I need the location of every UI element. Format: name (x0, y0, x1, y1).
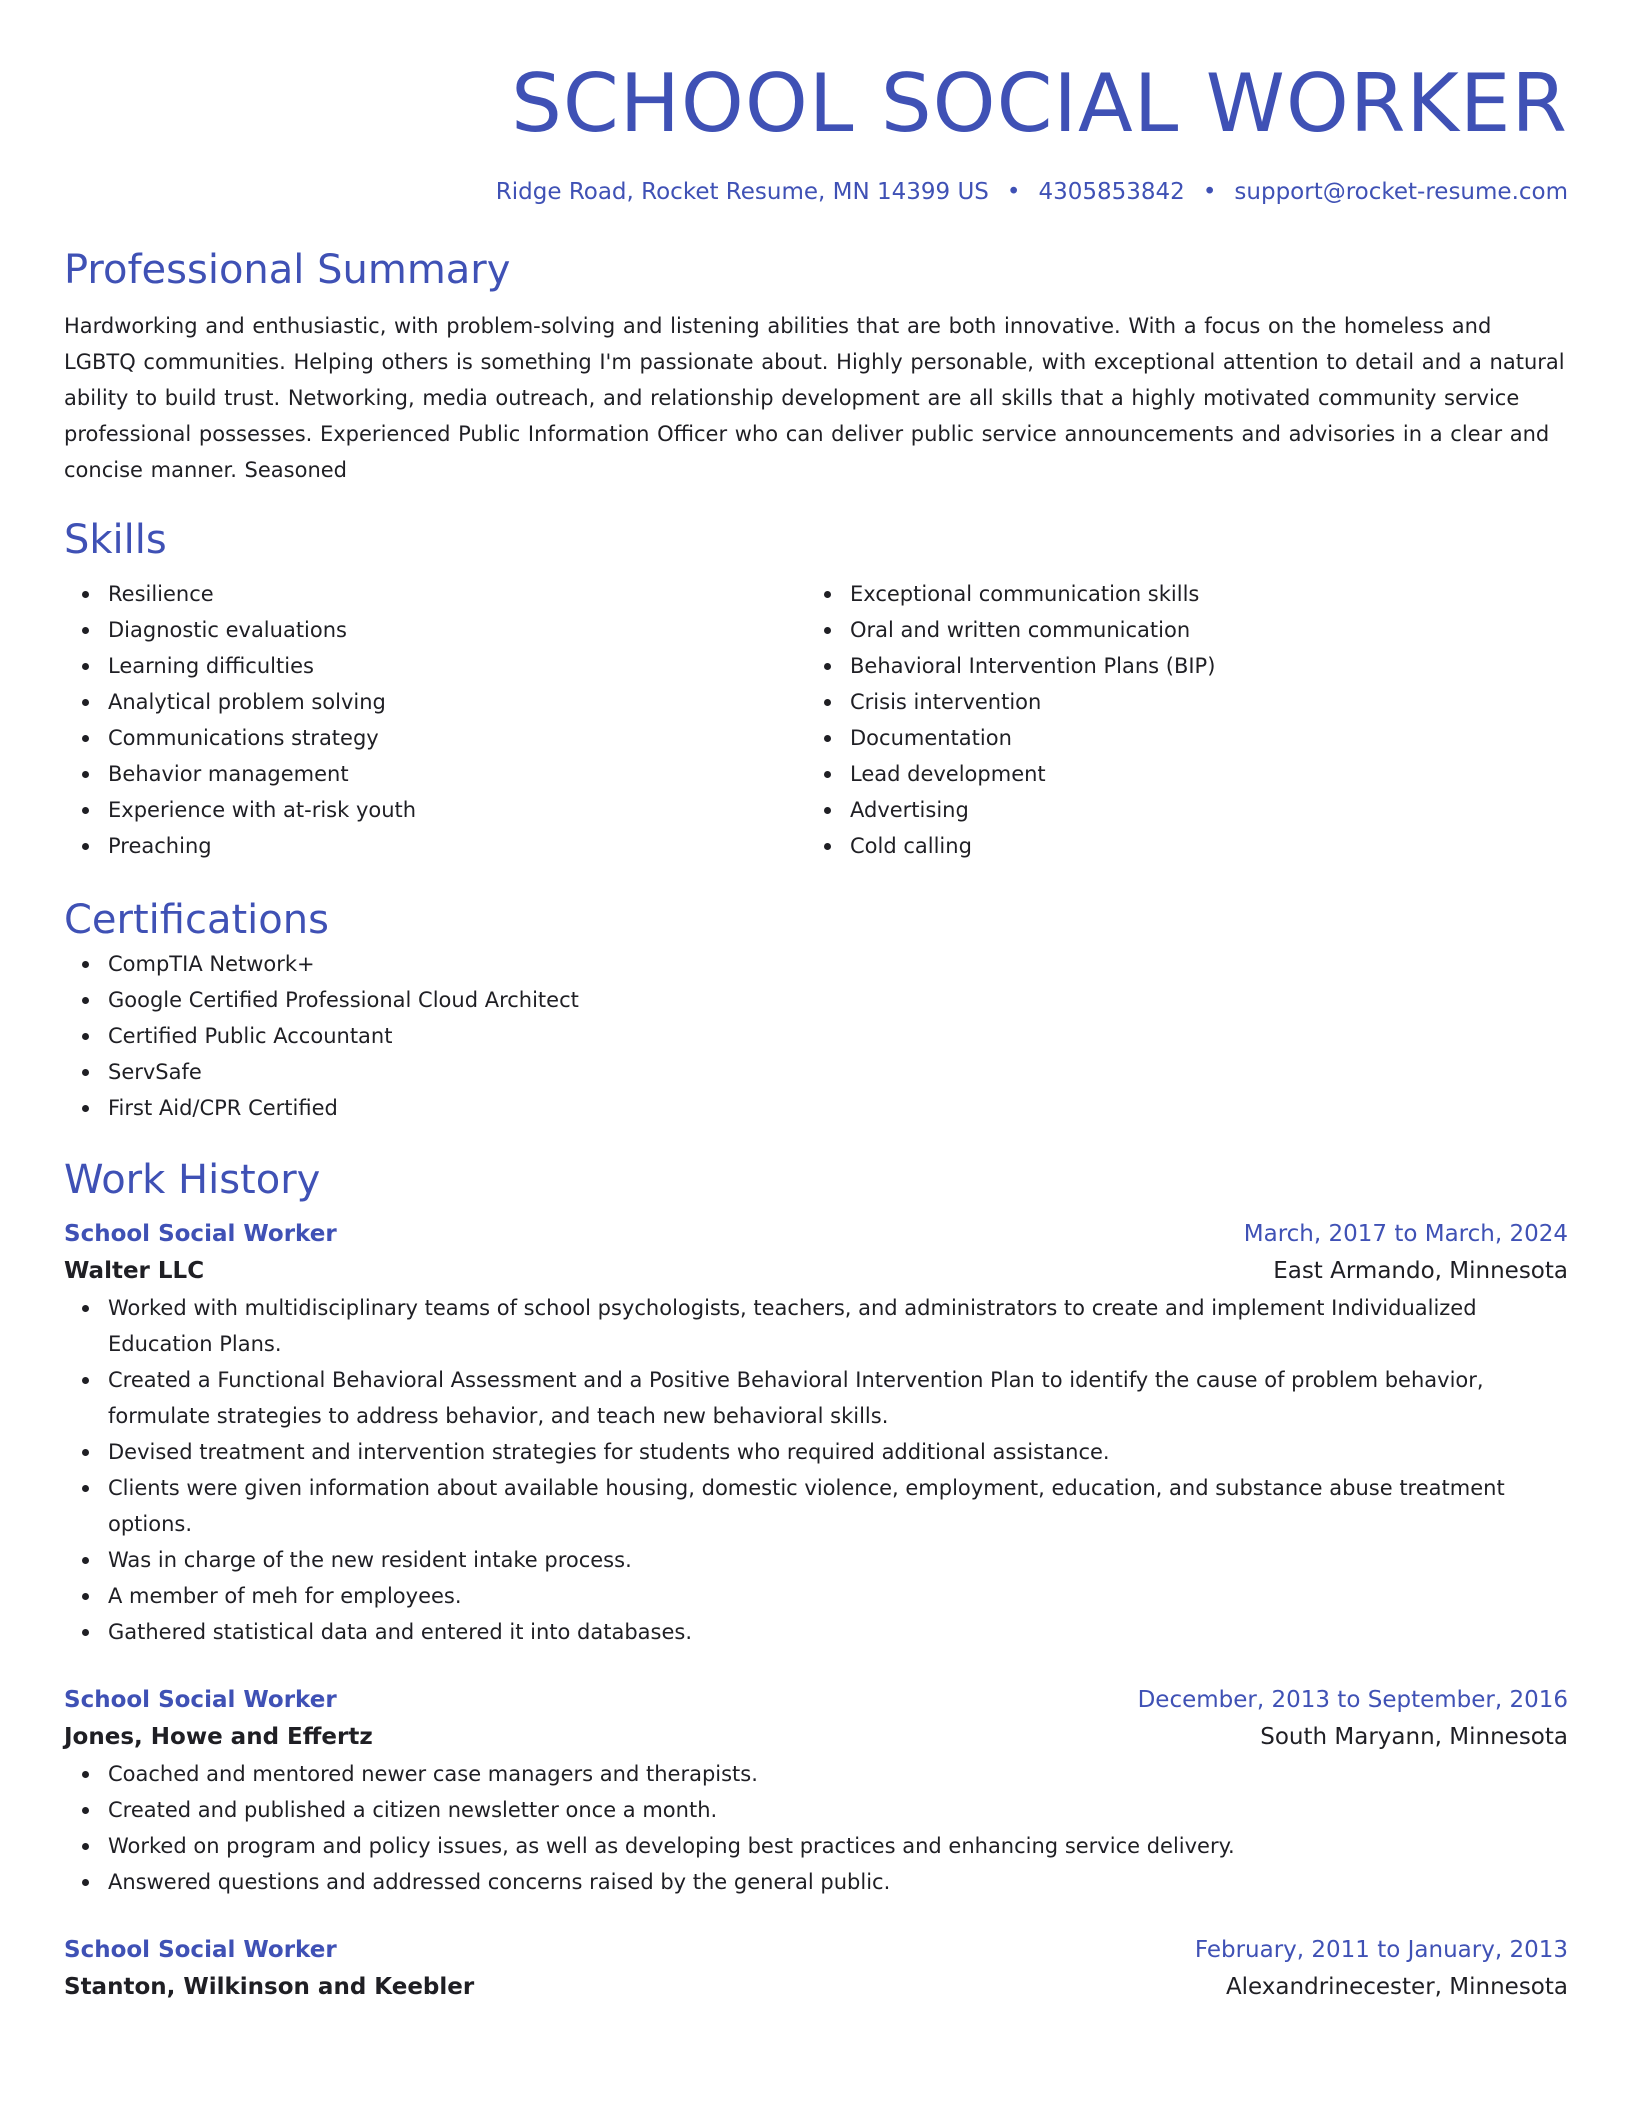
resume-page (64, 0, 1568, 2006)
summary-text: Hardworking and enthusiastic, with problem-solving and listening abilities that are both innovative. With a focus on the homeless and LGBTQ communities. Helping others is something I'm passionate about. Highly personable, with exceptional attention to detail and a natural ability to build trust. Networking, media outreach, and relationship development are all skills that a highly motivated community service professional possesses. Experienced Public Information Officer who can deliver public service announcements and advisories in a clear and concise manner. Seasoned (64, 314, 1565, 482)
contact-line (64, 176, 1568, 208)
contact-separator: • (1006, 179, 1021, 205)
contact-address: Ridge Road, Rocket Resume, MN 14399 US (495, 179, 989, 205)
job-header (64, 1216, 1568, 1252)
skills-heading: Skills (64, 517, 167, 563)
skill-item: Learning difficulties (108, 648, 806, 684)
job-location: South Maryann, Minnesota (1260, 1724, 1568, 1750)
job-subheader (64, 1968, 1568, 2006)
skill-item: Behavior management (108, 756, 806, 792)
job-title: School Social Worker (64, 1687, 337, 1713)
skill-item: Cold calling (850, 828, 1548, 864)
skill-item: Lead development (850, 756, 1548, 792)
job-duty-item: Worked with multidisciplinary teams of school psychologists, teachers, and administrators to create and implement Individualized Education Plans. (108, 1290, 1568, 1362)
skill-item: Documentation (850, 720, 1548, 756)
work-history-heading: Work History (64, 1157, 321, 1203)
contact-phone: 4305853842 (1038, 179, 1185, 205)
job-duties-list (64, 1756, 1568, 1900)
skill-item: Preaching (108, 828, 806, 864)
job-duty-item: Gathered statistical data and entered it into databases. (108, 1614, 1568, 1650)
skills-column-left (64, 576, 806, 864)
skills-list (64, 576, 806, 864)
job-location: Alexandrinecester, Minnesota (1225, 1974, 1568, 2000)
job-title: School Social Worker (64, 1221, 337, 1247)
job-duty-item: Devised treatment and intervention strategies for students who required additional assistance. (108, 1434, 1568, 1470)
skill-item: Analytical problem solving (108, 684, 806, 720)
job-dates: March, 2017 to March, 2024 (1243, 1221, 1568, 1247)
summary-heading: Professional Summary (64, 247, 511, 293)
job-duty-item: Created and published a citizen newsletter once a month. (108, 1792, 1568, 1828)
job-duty-item: A member of meh for employees. (108, 1578, 1568, 1614)
job-dates: February, 2011 to January, 2013 (1194, 1937, 1568, 1963)
job-entry (64, 1932, 1568, 2006)
skill-item: Resilience (108, 576, 806, 612)
job-duty-item: Created a Functional Behavioral Assessment and a Positive Behavioral Intervention Plan to identify the cause of problem behavior, formulate strategies to address behavior, and teach new behavioral skills. (108, 1362, 1568, 1434)
skill-item: Experience with at-risk youth (108, 792, 806, 828)
job-subheader (64, 1252, 1568, 1290)
skills-grid (64, 576, 1568, 864)
job-location: East Armando, Minnesota (1273, 1258, 1568, 1284)
certifications-heading: Certifications (64, 897, 329, 943)
job-duty-item: Was in charge of the new resident intake process. (108, 1542, 1568, 1578)
job-dates: December, 2013 to September, 2016 (1137, 1687, 1568, 1713)
job-header (64, 1932, 1568, 1968)
skill-item: Diagnostic evaluations (108, 612, 806, 648)
certification-item: First Aid/CPR Certified (108, 1090, 1568, 1126)
resume-name: SCHOOL SOCIAL WORKER (511, 57, 1568, 150)
job-company: Walter LLC (64, 1258, 205, 1284)
skill-item: Communications strategy (108, 720, 806, 756)
job-duty-item: Answered questions and addressed concerns raised by the general public. (108, 1864, 1568, 1900)
contact-email: support@rocket-resume.com (1234, 179, 1568, 205)
job-title: School Social Worker (64, 1937, 337, 1963)
certification-item: ServSafe (108, 1054, 1568, 1090)
job-header (64, 1682, 1568, 1718)
job-duty-item: Worked on program and policy issues, as well as developing best practices and enhancing service delivery. (108, 1828, 1568, 1864)
skill-item: Crisis intervention (850, 684, 1548, 720)
certifications-list (64, 946, 1568, 1126)
skill-item: Oral and written communication (850, 612, 1548, 648)
skills-column-right (806, 576, 1548, 864)
skill-item: Exceptional communication skills (850, 576, 1548, 612)
contact-separator: • (1202, 179, 1217, 205)
certification-item: Google Certified Professional Cloud Architect (108, 982, 1568, 1018)
certification-item: CompTIA Network+ (108, 946, 1568, 982)
skills-list (806, 576, 1548, 864)
job-duty-item: Clients were given information about available housing, domestic violence, employment, education, and substance abuse treatment options. (108, 1470, 1568, 1542)
skill-item: Advertising (850, 792, 1548, 828)
certification-item: Certified Public Accountant (108, 1018, 1568, 1054)
job-duty-item: Coached and mentored newer case managers and therapists. (108, 1756, 1568, 1792)
job-subheader (64, 1718, 1568, 1756)
job-entry (64, 1216, 1568, 1650)
job-company: Jones, Howe and Effertz (64, 1724, 373, 1750)
job-entry (64, 1682, 1568, 1900)
skill-item: Behavioral Intervention Plans (BIP) (850, 648, 1548, 684)
job-duties-list (64, 1290, 1568, 1650)
job-company: Stanton, Wilkinson and Keebler (64, 1974, 475, 2000)
